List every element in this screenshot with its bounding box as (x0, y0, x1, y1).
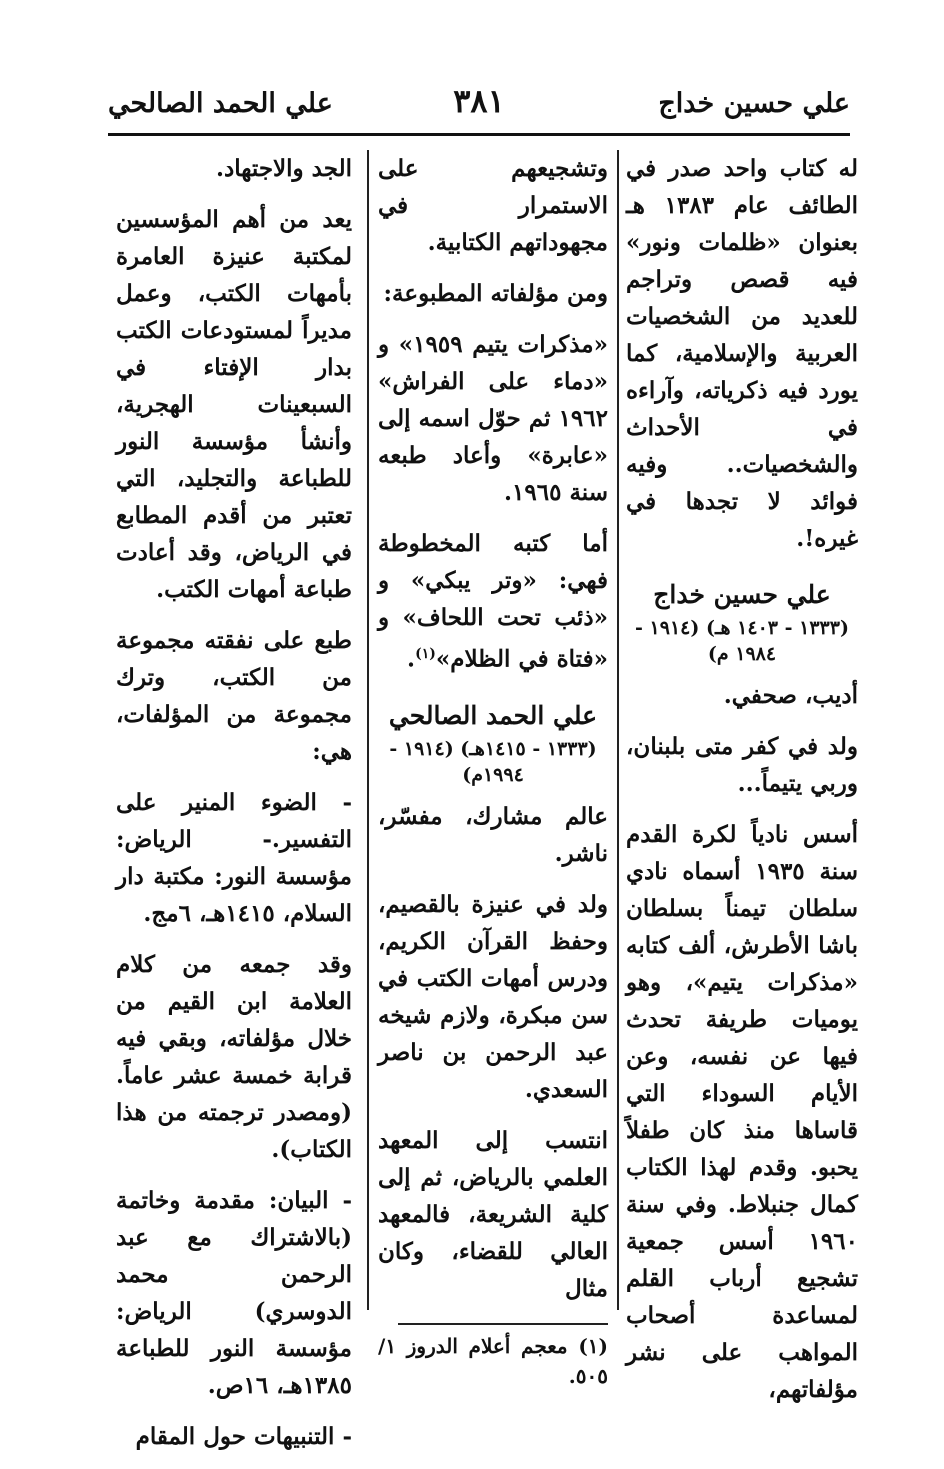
paragraph: طبع على نفقته مجموعة من الكتب، وترك مجموعة من المؤلفات، هي: (116, 627, 352, 765)
entry-heading: علي الحمد الصالحي (388, 700, 598, 730)
paragraph: - البيان: مقدمة وخاتمة (بالاشتراك مع عبد الرحمن محمد الدوسري) الرياض: مؤسسة النور للطباعة ١٣٨٥هـ، ١٦ص. (116, 1187, 352, 1399)
paragraph: انتسب إلى المعهد العلمي بالرياض، ثم إلى كلية الشريعة، فالمعهد العالي للقضاء، وكان مثال (378, 1126, 608, 1302)
header-right-title: علي حسين خداج (658, 88, 850, 119)
paragraph: وقد جمعه من كلام العلامة ابن القيم من خلال مؤلفاته، وبقي فيه قرابة خمسة عشر عاماً. (ومصدر ترجمته من هذا الكتاب). (116, 951, 352, 1163)
header-rule (108, 133, 850, 136)
column-divider-right (617, 150, 619, 1310)
paragraph: الجد والاجتهاد. (216, 155, 352, 182)
paragraph: - التنبيهات حول المقام (135, 1423, 352, 1450)
paragraph: «مذكرات يتيم ١٩٥٩» و «دماء على الفراش» ١٩٦٢ ثم حوّل اسمه إلى «عابرة» وأعاد طبعه سنة ١٩٦٥. (378, 331, 608, 506)
paragraph-end: . (407, 645, 416, 673)
footnote-rule (398, 1323, 608, 1325)
footnote-marker: (١) (415, 646, 436, 662)
page-number: ٣٨١ (453, 82, 505, 120)
paragraph: ومن مؤلفاته المطبوعة: (383, 280, 608, 307)
paragraph: ولد في عنيزة بالقصيم، وحفظ القرآن الكريم، ودرس أمهات الكتب في سن مبكرة، ولازم شيخه عبد الرحمن بن ناصر السعدي. (378, 890, 608, 1103)
paragraph: يعد من أهم المؤسسين لمكتبة عنيزة العامرة بأمهات الكتب، وعمل مديراً لمستودعات الكتب بدار الإفتاء في السبعينات الهجرية، وأنشأ مؤسسة النور للطباعة والتجليد، التي تعتبر من أقدم المطابع في الرياض، وقد أعادت طباعة أمهات الكتب. (116, 206, 352, 603)
paragraph: ولد في كفر متى بلبنان، وربي يتيماً... (626, 733, 858, 797)
paragraph: له كتاب واحد صدر في الطائف عام ١٣٨٣ هـ بعنوان «ظلمات ونور» فيه قصص وتراجم للعديد من الشخصيات العربية والإسلامية، كما يورد فيه ذكرياته، وآراءه في الأحداث والشخصيات.. وفيه فوائد لا تجدها في غيره!. (626, 155, 858, 552)
entry-heading: علي حسين خداج (653, 580, 831, 609)
column-divider-left (367, 150, 369, 1310)
column-left (116, 150, 352, 1469)
entry-dates: (١٣٣٣ - ١٤٠٣ هـ) (١٩١٤ - ١٩٨٤ م) (635, 617, 849, 665)
paragraph: وتشجيعهم على الاستمرار في مجهوداتهم الكتابية. (378, 155, 608, 256)
footnote: (١) معجم أعلام الدروز ١/ ٥٠٥. (378, 1333, 608, 1388)
header-left-title: علي الحمد الصالحي (108, 88, 333, 119)
entry-dates: (١٣٣٣ - ١٤١٥هـ) (١٩١٤ - ١٩٩٤م) (389, 737, 597, 786)
paragraph: - الضوء المنير على التفسير.- الرياض: مؤسسة النور: مكتبة دار السلام، ١٤١٥هـ، ٦مج. (116, 789, 352, 927)
running-header (108, 82, 850, 132)
paragraph-text: أما كتبه المخطوطة فهي: «وتر يبكي» و «ذئب تحت اللحاف» و «فتاة في الظلام» (378, 530, 608, 673)
paragraph: أديب، صحفي. (723, 682, 858, 709)
column-right (626, 150, 858, 1422)
paragraph (378, 525, 608, 678)
paragraph: عالم مشارك، مفسّر، ناشر. (378, 802, 608, 867)
paragraph: أسس نادياً لكرة القدم سنة ١٩٣٥ أسماه نادي سلطان تيمناً بسلطان باشا الأطرش، ألف كتابه «مذكرات يتيم»، وهو يوميات طريفة تحدث فيها عن نفسه، وعن الأيام السوداء التي قاساها منذ كان طفلاً يحبو. وقدم لهذا الكتاب كمال جنبلاط. وفي سنة ١٩٦٠ أسس جمعية تشجيع أرباب القلم لمساعدة أصحاب المواهب على نشر مؤلفاتهم، (626, 821, 858, 1403)
column-middle (378, 150, 608, 1405)
